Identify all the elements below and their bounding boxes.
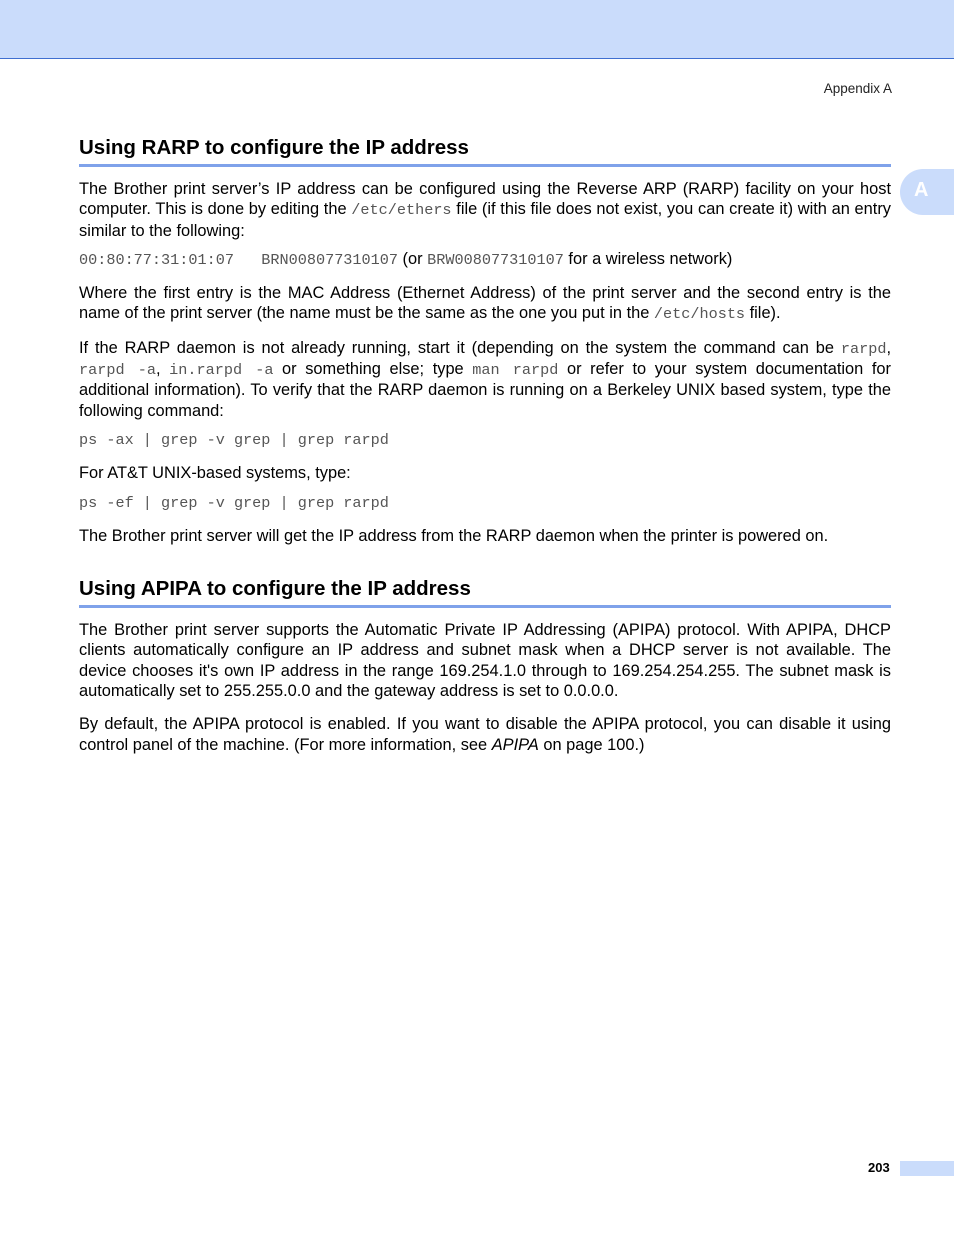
footer-bar [900, 1161, 954, 1176]
code-ps-ax-command: ps -ax | grep -v grep | grep rarpd [79, 430, 389, 449]
rarp-paragraph-4: For AT&T UNIX-based systems, type: [79, 464, 351, 483]
page-content [79, 136, 891, 755]
page-number: 203 [868, 1160, 890, 1175]
header-band [0, 0, 954, 59]
rarp-paragraph-5: The Brother print server will get the IP address from the RARP daemon when the printer is powered on. [79, 526, 829, 545]
text-run: file). [745, 304, 781, 323]
code-rarpd: rarpd [840, 339, 887, 358]
text-run: on page 100.) [538, 735, 645, 754]
text-run: or refer to your system documentation for additional information). To verify that the RARP daemon is running on a Berkeley UNIX based system, type the following command: [79, 360, 891, 420]
section-heading-apipa: Using APIPA to configure the IP address [79, 577, 891, 608]
apipa-paragraph-1: The Brother print server supports the Automatic Private IP Addressing (APIPA) protocol. With APIPA, DHCP clients automatically configure an IP address and subnet mask when a DHCP server is not available. The device chooses it's own IP address in the range 169.254.1.0 through to 169.254.254.255. The subnet mask is automatically set to 255.255.0.0 and the gateway address is set to 0.0.0.0. [79, 621, 891, 701]
code-rarpd-a: rarpd -a [79, 361, 156, 380]
code-ps-ef-command: ps -ef | grep -v grep | grep rarpd [79, 493, 389, 512]
text-run: file (if this file does not exist, you can create it) with an entry similar to the following: [79, 200, 891, 240]
rarp-paragraph-3 [79, 338, 891, 421]
text-run: (or [398, 249, 428, 268]
text-run: By default, the APIPA protocol is enabled. If you want to disable the APIPA protocol, you can disable it using control panel of the machine. (For more information, see [79, 715, 891, 754]
text-run: Where the first entry is the MAC Address (Ethernet Address) of the print server and the second entry is the name of the print server (the name must be the same as the one you put in the [79, 284, 891, 323]
code-ethers-entry: 00:80:77:31:01:07 BRN008077310107 [79, 250, 398, 269]
command-berkeley [79, 429, 891, 450]
code-etc-hosts: /etc/hosts [653, 305, 746, 324]
text-run: , [886, 338, 891, 357]
running-header: Appendix A [823, 81, 892, 96]
ethers-entry-example [79, 249, 891, 270]
code-etc-ethers: /etc/ethers [351, 201, 452, 220]
text-run: for a wireless network) [563, 249, 733, 268]
rarp-paragraph-2 [79, 283, 891, 325]
text-run: , [155, 360, 170, 379]
appendix-side-tab [900, 169, 954, 215]
apipa-link-text: APIPA [491, 735, 539, 754]
apipa-paragraph-2 [79, 714, 891, 755]
text-run: If the RARP daemon is not already running, start it (depending on the system the command can be [79, 338, 841, 357]
side-tab-letter: A [914, 179, 929, 201]
text-run: The Brother print server’s IP address can be configured using the Reverse ARP (RARP) facility on your host computer. This is done by editing the [79, 180, 891, 219]
rarp-paragraph-1 [79, 179, 891, 241]
code-man-rarpd: man rarpd [472, 361, 559, 380]
text-run: or something else; type [273, 360, 473, 379]
code-in-rarpd-a: in.rarpd -a [169, 361, 274, 380]
code-wireless-name: BRW008077310107 [427, 250, 564, 269]
command-att [79, 492, 891, 513]
section-heading-rarp: Using RARP to configure the IP address [79, 136, 891, 167]
